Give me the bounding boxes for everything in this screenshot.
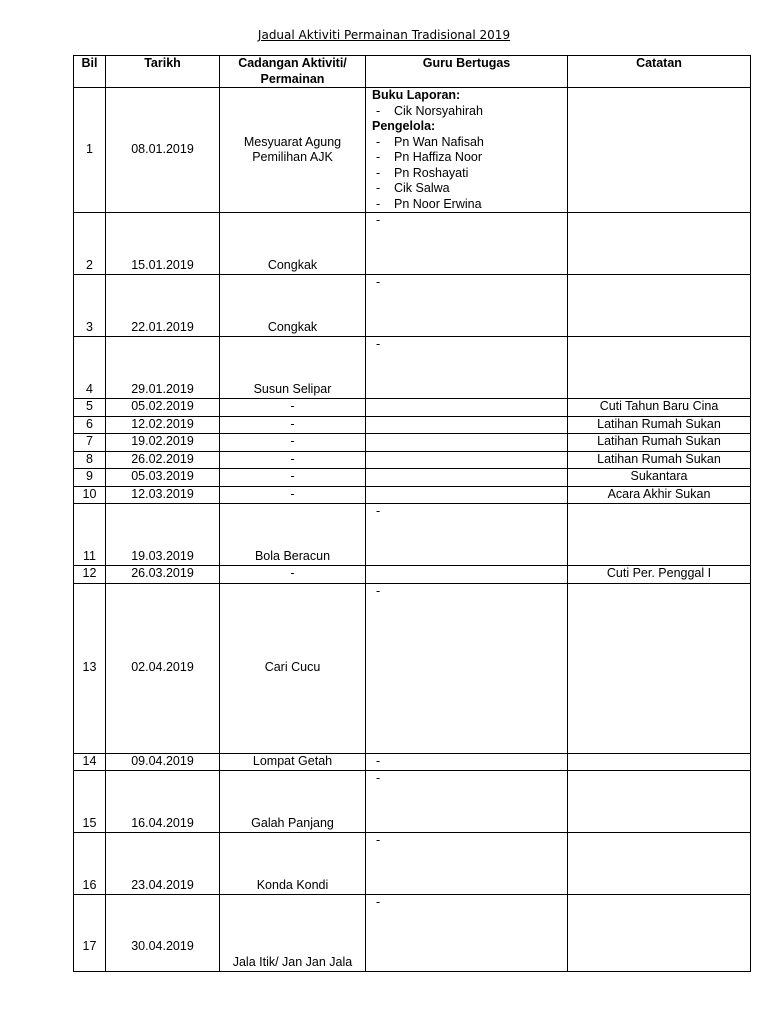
cell-tarikh: 05.02.2019 (106, 399, 220, 417)
cell-guru (366, 451, 568, 469)
cell-aktiviti: - (220, 434, 366, 452)
cell-tarikh: 12.03.2019 (106, 486, 220, 504)
cell-tarikh: 26.02.2019 (106, 451, 220, 469)
cell-tarikh: 09.04.2019 (106, 753, 220, 771)
table-row (74, 451, 751, 469)
cell-guru: - (366, 753, 568, 771)
cell-aktiviti: Jala Itik/ Jan Jan Jala (220, 895, 366, 972)
guru-heading-buku-laporan: Buku Laporan: (372, 88, 461, 102)
cell-tarikh: 29.01.2019 (106, 337, 220, 399)
table-row (74, 213, 751, 275)
cell-aktiviti: - (220, 451, 366, 469)
cell-aktiviti: - (220, 486, 366, 504)
cell-catatan (568, 895, 751, 972)
cell-catatan (568, 583, 751, 753)
cell-tarikh: 19.02.2019 (106, 434, 220, 452)
table-row (74, 753, 751, 771)
cell-bil: 11 (74, 504, 106, 566)
cell-catatan (568, 771, 751, 833)
table-row (74, 583, 751, 753)
cell-tarikh: 05.03.2019 (106, 469, 220, 487)
cell-aktiviti: - (220, 416, 366, 434)
cell-bil: 3 (74, 275, 106, 337)
cell-tarikh: 22.01.2019 (106, 275, 220, 337)
header-bil: Bil (74, 56, 106, 88)
table-row (74, 275, 751, 337)
cell-aktiviti: Mesyuarat Agung Pemilihan AJK (220, 88, 366, 213)
cell-tarikh: 23.04.2019 (106, 833, 220, 895)
cell-guru: - (366, 504, 568, 566)
cell-tarikh: 02.04.2019 (106, 583, 220, 753)
cell-bil: 7 (74, 434, 106, 452)
cell-aktiviti: Cari Cucu (220, 583, 366, 753)
header-catatan: Catatan (568, 56, 751, 88)
cell-guru (366, 416, 568, 434)
header-guru: Guru Bertugas (366, 56, 568, 88)
cell-catatan (568, 337, 751, 399)
cell-catatan (568, 753, 751, 771)
document-title: Jadual Aktiviti Permainan Tradisional 2019 (257, 28, 511, 42)
cell-bil: 6 (74, 416, 106, 434)
guru-list-item: - Pn Roshayati (376, 165, 469, 180)
table-row (74, 566, 751, 584)
cell-tarikh: 19.03.2019 (106, 504, 220, 566)
cell-guru: - (366, 337, 568, 399)
cell-bil: 17 (74, 895, 106, 972)
cell-bil: 1 (74, 88, 106, 213)
cell-aktiviti: - (220, 566, 366, 584)
guru-heading-pengelola: Pengelola: (372, 119, 436, 133)
cell-aktiviti: Galah Panjang (220, 771, 366, 833)
cell-tarikh: 15.01.2019 (106, 213, 220, 275)
cell-guru: - (366, 771, 568, 833)
cell-bil: 14 (74, 753, 106, 771)
cell-tarikh: 30.04.2019 (106, 895, 220, 972)
cell-catatan: Cuti Per. Penggal I (568, 566, 751, 584)
cell-guru (366, 88, 568, 213)
header-tarikh: Tarikh (106, 56, 220, 88)
cell-catatan (568, 504, 751, 566)
cell-bil: 5 (74, 399, 106, 417)
guru-list-item: - Pn Haffiza Noor (376, 150, 483, 164)
table-row (74, 469, 751, 487)
cell-aktiviti: Congkak (220, 213, 366, 275)
cell-catatan: Acara Akhir Sukan (568, 486, 751, 504)
cell-tarikh: 26.03.2019 (106, 566, 220, 584)
cell-catatan: Sukantara (568, 469, 751, 487)
table-row (74, 434, 751, 452)
cell-catatan: Latihan Rumah Sukan (568, 434, 751, 452)
cell-guru: - (366, 275, 568, 337)
guru-list-item: - Cik Norsyahirah (376, 103, 483, 118)
cell-bil: 13 (74, 583, 106, 753)
cell-bil: 15 (74, 771, 106, 833)
activity-table (73, 55, 751, 972)
cell-catatan: Latihan Rumah Sukan (568, 451, 751, 469)
table-row (74, 504, 751, 566)
cell-guru (366, 469, 568, 487)
table-row (74, 895, 751, 972)
cell-tarikh: 12.02.2019 (106, 416, 220, 434)
table-row (74, 337, 751, 399)
cell-guru (366, 399, 568, 417)
cell-guru: - (366, 895, 568, 972)
table-row (74, 486, 751, 504)
cell-catatan (568, 275, 751, 337)
cell-aktiviti: Susun Selipar (220, 337, 366, 399)
cell-tarikh: 08.01.2019 (106, 88, 220, 213)
table-row (74, 399, 751, 417)
header-row (74, 56, 751, 88)
cell-bil: 4 (74, 337, 106, 399)
cell-aktiviti: Bola Beracun (220, 504, 366, 566)
guru-list-item: - Pn Wan Nafisah (376, 134, 484, 149)
cell-catatan (568, 213, 751, 275)
cell-catatan (568, 88, 751, 213)
cell-tarikh: 16.04.2019 (106, 771, 220, 833)
cell-aktiviti: Lompat Getah (220, 753, 366, 771)
table-row (74, 833, 751, 895)
table-row (74, 771, 751, 833)
cell-guru (366, 566, 568, 584)
cell-guru (366, 486, 568, 504)
cell-catatan: Cuti Tahun Baru Cina (568, 399, 751, 417)
header-cadangan: Cadangan Aktiviti/ Permainan (220, 56, 366, 88)
guru-list-item: - Cik Salwa (376, 181, 450, 195)
cell-guru: - (366, 583, 568, 753)
cell-aktiviti: - (220, 469, 366, 487)
cell-catatan (568, 833, 751, 895)
cell-bil: 8 (74, 451, 106, 469)
guru-list-item: - Pn Noor Erwina (376, 196, 482, 211)
cell-guru: - (366, 833, 568, 895)
cell-catatan: Latihan Rumah Sukan (568, 416, 751, 434)
cell-bil: 12 (74, 566, 106, 584)
cell-bil: 9 (74, 469, 106, 487)
cell-guru (366, 434, 568, 452)
table-row (74, 88, 751, 213)
cell-aktiviti: Konda Kondi (220, 833, 366, 895)
cell-guru: - (366, 213, 568, 275)
cell-bil: 16 (74, 833, 106, 895)
cell-aktiviti: Congkak (220, 275, 366, 337)
cell-aktiviti: - (220, 399, 366, 417)
table-row (74, 416, 751, 434)
cell-bil: 10 (74, 486, 106, 504)
cell-bil: 2 (74, 213, 106, 275)
